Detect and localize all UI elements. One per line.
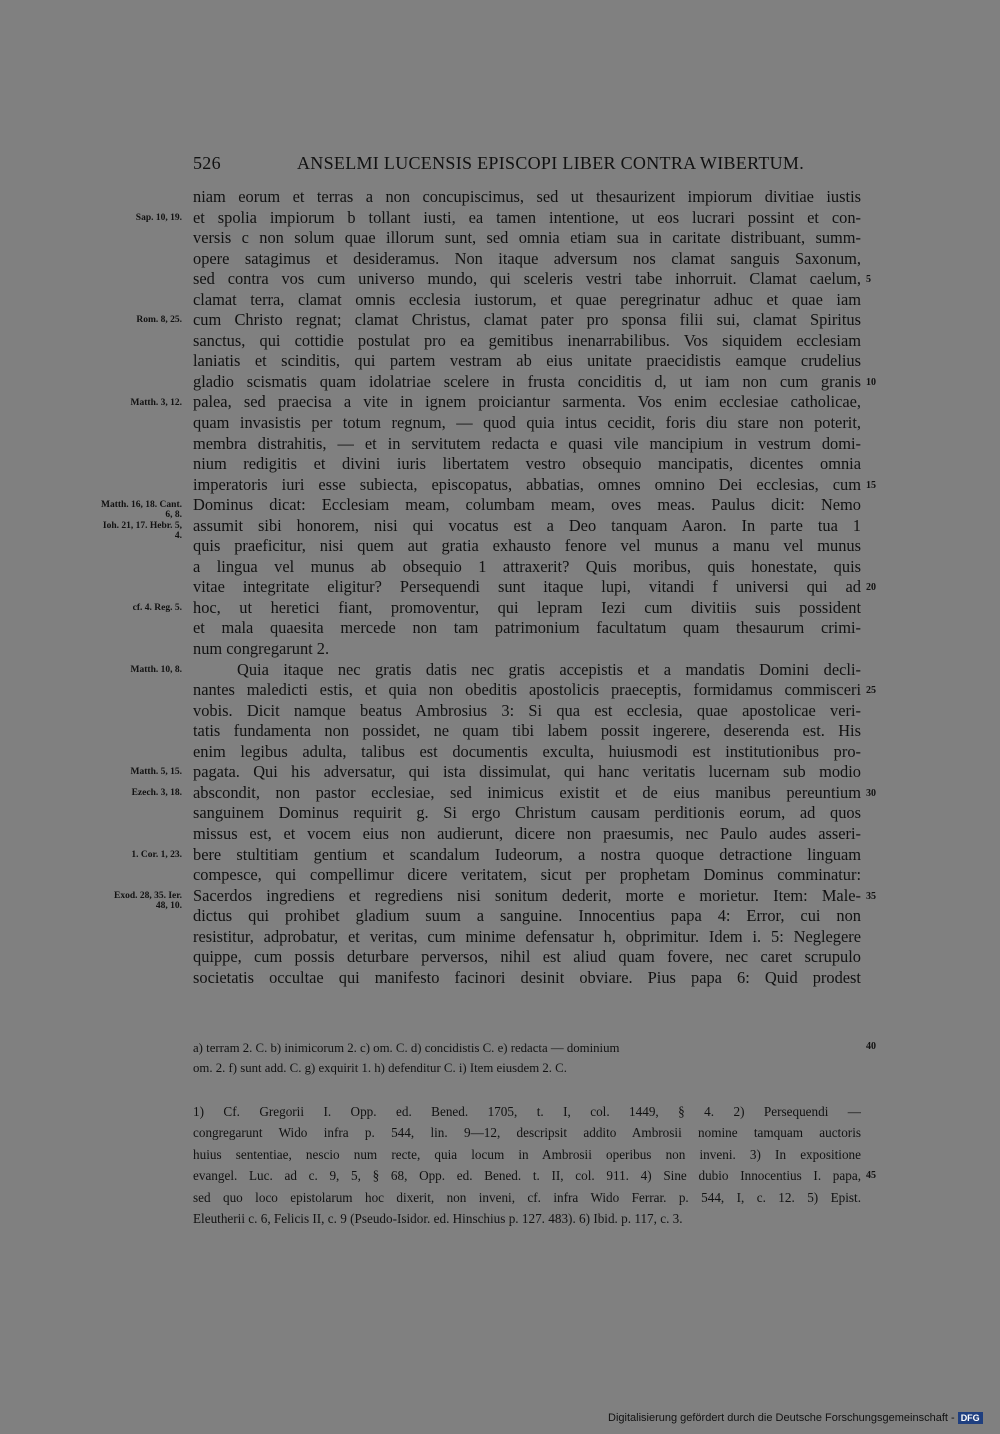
- text-line: membra distrahitis, — et in servitutem redacta e quasi vile mancipium in vestrum domi-: [193, 433, 861, 453]
- text-line: versis c non solum quae illorum sunt, sed omnia etiam sua in caritate distribuant, summ-: [193, 228, 861, 248]
- margin-reference: Ioh. 21, 17. Hebr. 5, 4.: [102, 520, 182, 541]
- line-number: 10: [866, 376, 876, 388]
- text-line: vobis. Dicit namque beatus Ambrosius 3: Si qua est ecclesia, quae apostolicae veri-: [193, 700, 861, 720]
- text-line: enim legibus adulta, talibus est documentis exculta, huiusmodi est institutionibus pro-: [193, 741, 861, 761]
- text-line: Sacerdos ingrediens et regrediens nisi sonitum dederit, morte e morietur. Item: Male-: [193, 885, 861, 905]
- footnote-line: Eleutherii c. 6, Felicis II, c. 9 (Pseudo-Isidor. ed. Hinschius p. 127. 483). 6) Ibid. p. 117, c. 3.: [193, 1210, 683, 1226]
- text-line: sanctus, qui cottidie postulat pro ea gemitibus inenarrabilibus. Vos siquidem ecclesiam: [193, 330, 861, 350]
- footnote-line: sed quo loco epistolarum hoc dixerit, non inveni, cf. infra Wido Ferrar. p. 544, I, c. 12. 5) Epist.: [193, 1189, 861, 1205]
- line-number: 40: [866, 1041, 876, 1052]
- running-title: ANSELMI LUCENSIS EPISCOPI LIBER CONTRA WIBERTUM.: [297, 153, 805, 173]
- text-line: hoc, ut heretici fiant, promoventur, qui lepram Iezi cum divitiis suis possident: [193, 597, 861, 617]
- text-line: et mala quaesita mercede non tam patrimonium facultatum quam thesaurum crimi-: [193, 618, 861, 638]
- line-number: 25: [866, 685, 876, 697]
- text-line: societatis occultae qui manifesto facinori desinit obviare. Pius papa 6: Quid prodest: [193, 967, 861, 987]
- margin-reference: Ezech. 3, 18.: [131, 787, 182, 798]
- text-line: a lingua vel munus ab obsequio 1 attraxerit? Quis moribus, quis honestate, quis: [193, 556, 861, 576]
- text-line: compesce, qui compellimur dicere veritatem, sicut per prophetam Dominus comminatur:: [193, 865, 861, 885]
- text-line: pagata. Qui his adversatur, qui ista dissimulat, qui hanc veritatis lucernam sub modio: [193, 762, 861, 782]
- main-text: [193, 187, 861, 988]
- margin-reference: 1. Cor. 1, 23.: [131, 849, 182, 860]
- margin-reference: Matth. 10, 8.: [130, 664, 182, 675]
- text-line: num congregarunt 2.: [193, 639, 330, 659]
- line-number: 20: [866, 582, 876, 594]
- margin-reference: Matth. 3, 12.: [130, 397, 182, 408]
- text-line: cum Christo regnat; clamat Christus, clamat pater pro sponsa filii sui, clamat Spiritus: [193, 310, 861, 330]
- text-line: palea, sed praecisa a vite in ignem proiciantur sarmenta. Vos enim ecclesiae catholicae,: [193, 392, 861, 412]
- margin-reference: Matth. 16, 18. Cant. 6, 8.: [100, 500, 182, 521]
- footnote-line: congregarunt Wido infra p. 544, lin. 9—12, descripsit addito Ambrosii nomine tamquam auctoris: [193, 1125, 861, 1141]
- text-line: quis praeficitur, nisi quem aut gratia exhausto fenore vel munus a manu vel munus: [193, 536, 861, 556]
- text-line: quam invasistis per totum regnum, — quod quia intus cecidit, foris diu stare non poterit,: [193, 413, 861, 433]
- text-line: bere stultitiam gentium et scandalum Iudeorum, a nostra quoque detractione linguam: [193, 844, 861, 864]
- text-line: clamat terra, clamat omnis ecclesia iustorum, et quae peregrinatur adhuc et quae iam: [193, 289, 861, 309]
- text-line: abscondit, non pastor ecclesiae, sed inimicus existit et de eius manibus pereuntium: [193, 782, 861, 802]
- text-line: Quia itaque nec gratis datis nec gratis accepistis et a mandatis Domini decli-: [237, 659, 861, 679]
- page-number: 526: [193, 153, 221, 173]
- text-line: imperatoris iuri esse subiecta, episcopatus, abbatias, omnes omnino Dei ecclesias, cum: [193, 474, 861, 494]
- footnote-line: 1) Cf. Gregorii I. Opp. ed. Bened. 1705, t. I, col. 1449, § 4. 2) Persequendi —: [193, 1104, 861, 1119]
- footer-text: Digitalisierung gefördert durch die Deutsche Forschungsgemeinschaft -: [608, 1412, 955, 1424]
- footnotes: [193, 1101, 861, 1229]
- dfg-logo: DFG: [958, 1412, 983, 1424]
- text-line: gladio scismatis quam idolatriae scelere in frusta conciditis d, ut iam non cum granis: [193, 371, 861, 391]
- apparatus-line: om. 2. f) sunt add. C. g) exquirit 1. h) defenditur C. i) Item eiusdem 2. C.: [193, 1061, 567, 1075]
- line-number: 35: [866, 890, 876, 902]
- footnote-line: huius sententiae, nescio num recte, quia locum in Ambrosii operibus non inveni. 3) In expositione: [193, 1146, 861, 1162]
- margin-reference: Matth. 5, 15.: [130, 767, 182, 778]
- line-number: 45: [866, 1170, 876, 1182]
- text-line: sed contra vos cum universo mundo, qui sceleris vestri tabe inhorruit. Clamat caelum,: [193, 269, 861, 289]
- apparatus-line: a) terram 2. C. b) inimicorum 2. c) om. C. d) concidistis C. e) redacta — dominium: [193, 1041, 620, 1055]
- text-line: vitae integritate eligitur? Persequendi sunt itaque lupi, vitandi f universi qui ad: [193, 577, 861, 597]
- text-line: dictus qui prohibet gladium suum a sanguine. Innocentius papa 4: Error, cui non: [193, 906, 861, 926]
- text-line: assumit sibi honorem, nisi qui vocatus est a Deo tanquam Aaron. In parte tua 1: [193, 515, 861, 535]
- text-line: Dominus dicat: Ecclesiam meam, columbam meam, oves meas. Paulus dicit: Nemo: [193, 495, 861, 515]
- text-line: nium redigitis et divini iuris libertatem vestro obsequio mancipatis, dicentes omnia: [193, 454, 861, 474]
- margin-reference: Exod. 28, 35. Ier. 48, 10.: [113, 890, 182, 911]
- footnote-line: evangel. Luc. ad c. 9, 5, § 68, Opp. ed. Bened. t. II, col. 911. 4) Sine dubio Innocentius I. papa,: [193, 1168, 861, 1184]
- text-line: resistitur, adprobatur, et veritas, cum minime defensatur h, obprimitur. Idem i. 5: Neglegere: [193, 926, 861, 946]
- text-line: quippe, cum possis deturbare perversos, nihil est aliud quam fovere, nec caret scrupulo: [193, 947, 861, 967]
- text-line: laniatis et scinditis, qui partem vestram ab eius unitate praecidistis eamque crudelius: [193, 351, 861, 371]
- line-number: 5: [866, 274, 871, 286]
- margin-reference: Rom. 8, 25.: [136, 315, 182, 326]
- text-line: missus est, et vocem eius non audierunt, dicere non praesumis, nec Paulo audes asseri-: [193, 823, 861, 843]
- margin-reference: Sap. 10, 19.: [135, 212, 182, 223]
- text-line: opere satagimus et desideramus. Non itaque adversum nos clamat sanguis Saxonum,: [193, 248, 861, 268]
- margin-reference: cf. 4. Reg. 5.: [132, 603, 182, 613]
- line-number: 15: [866, 479, 876, 491]
- text-line: tatis fundamenta non possidet, ne quam tibi labem possit ingerere, deserenda est. His: [193, 721, 861, 741]
- text-line: nantes maledicti estis, et quia non obeditis apostolicis praeceptis, formidamus commisceri: [193, 680, 861, 700]
- critical-apparatus: [193, 1038, 861, 1078]
- line-number: 30: [866, 787, 876, 799]
- digitization-footer: [608, 1412, 983, 1424]
- text-line: niam eorum et terras a non concupiscimus, sed ut thesaurizent impiorum divitiae iustis: [193, 187, 861, 206]
- text-line: sanguinem Dominus requirit g. Si ergo Christum causam perditionis eorum, ad quos: [193, 803, 861, 823]
- text-line: et spolia impiorum b tollant iusti, ea tamen intentione, ut eos lucrari possint et con-: [193, 207, 861, 227]
